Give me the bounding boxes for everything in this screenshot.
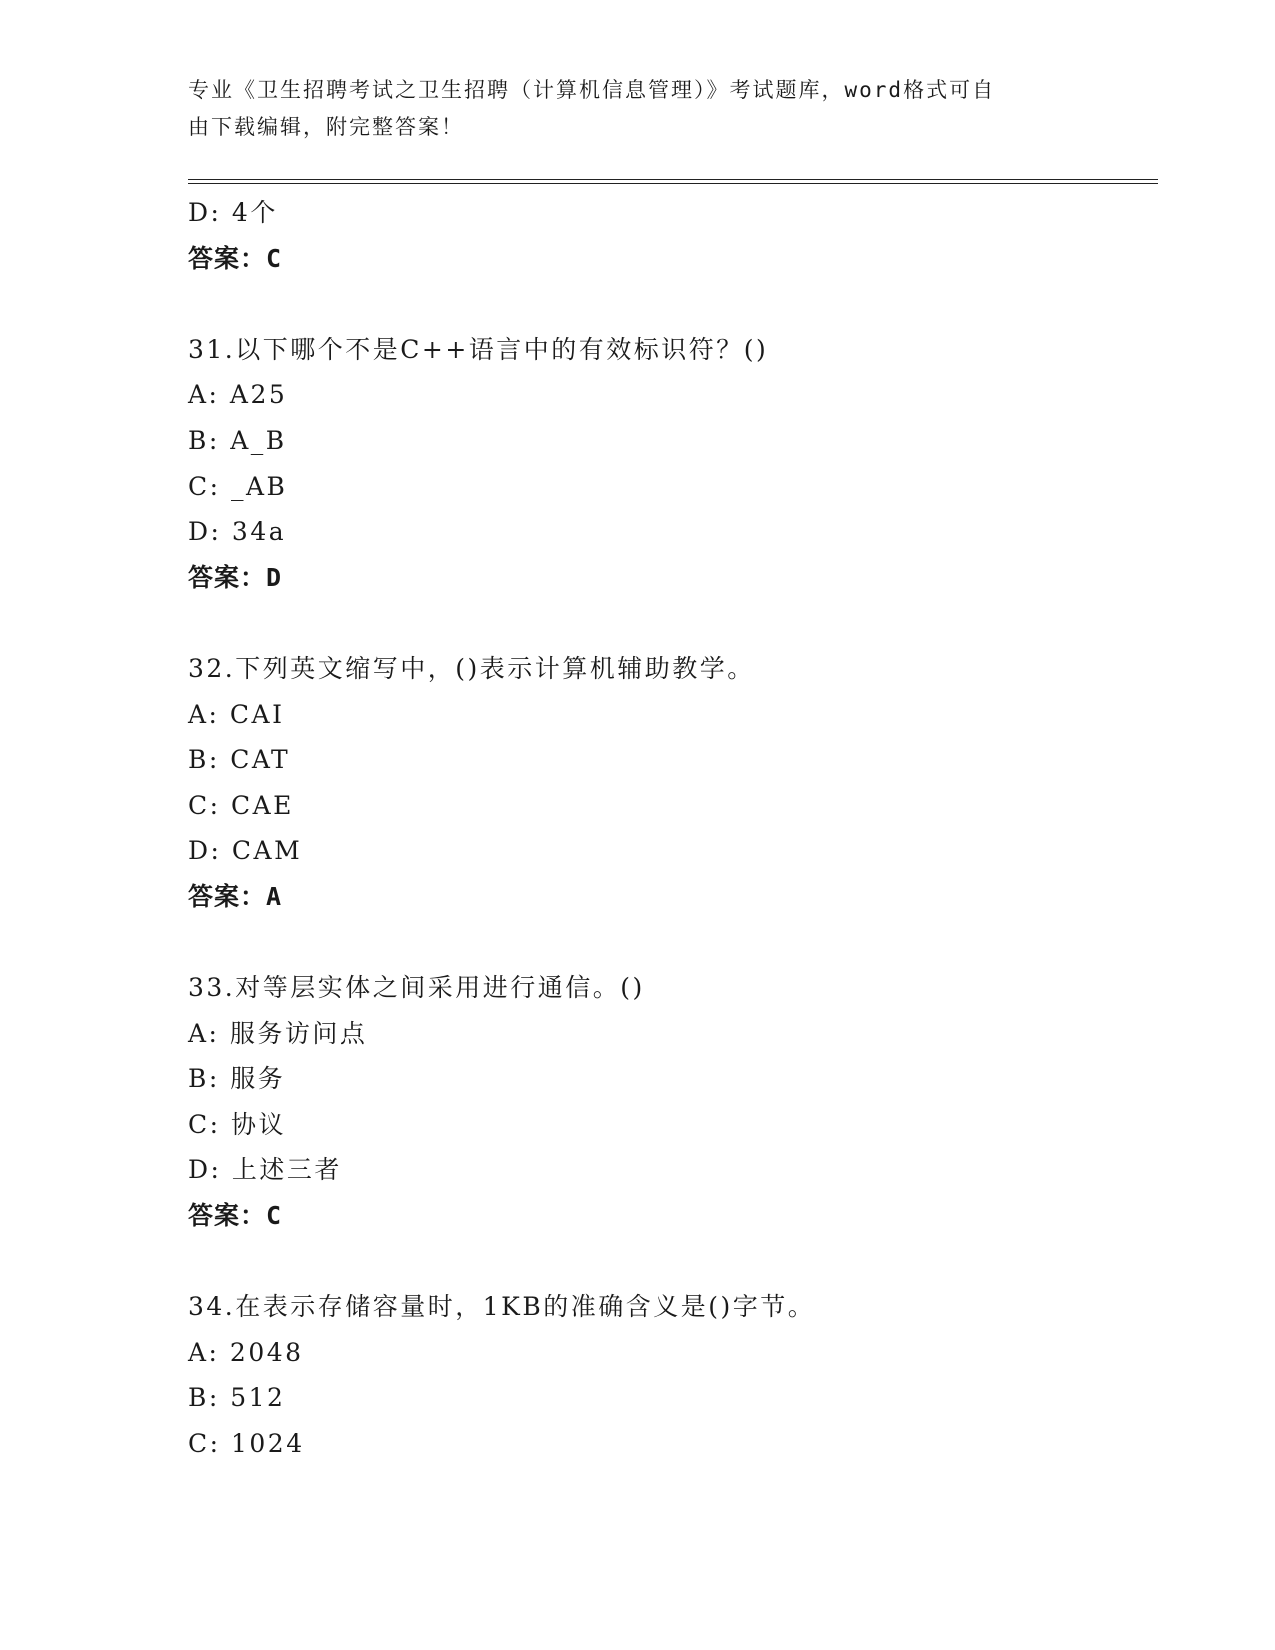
option-c: C: _AB bbox=[188, 471, 288, 501]
document-header bbox=[188, 72, 1068, 146]
question-31 bbox=[188, 327, 1158, 601]
option-c: C: 1024 bbox=[188, 1429, 305, 1459]
question-text: 31.以下哪个不是C++语言中的有效标识符？() bbox=[188, 334, 769, 364]
option-b: B: 服务 bbox=[188, 1064, 286, 1094]
spacer bbox=[188, 920, 1158, 966]
spacer bbox=[188, 281, 1158, 327]
header-divider bbox=[188, 179, 1158, 184]
answer-line: 答案：C bbox=[188, 243, 283, 273]
option-a: A: 2048 bbox=[188, 1337, 304, 1367]
option-c: C: CAE bbox=[188, 790, 294, 820]
answer-line: 答案：D bbox=[188, 562, 283, 592]
option-b: B: 512 bbox=[188, 1383, 286, 1413]
question-text: 32.下列英文缩写中，()表示计算机辅助教学。 bbox=[188, 653, 755, 683]
spacer bbox=[188, 600, 1158, 646]
answer-line: 答案：C bbox=[188, 1201, 283, 1231]
question-34 bbox=[188, 1284, 1158, 1466]
question-continued bbox=[188, 190, 1158, 281]
answer-line: 答案：A bbox=[188, 881, 283, 911]
option-b: B: A_B bbox=[188, 425, 287, 455]
option-d: D: CAM bbox=[188, 836, 303, 866]
option-a: A: A25 bbox=[188, 380, 288, 410]
question-text: 34.在表示存储容量时，1KB的准确含义是()字节。 bbox=[188, 1292, 816, 1322]
question-32 bbox=[188, 646, 1158, 920]
header-line-2: 由下载编辑，附完整答案！ bbox=[188, 115, 464, 139]
option-a: A: 服务访问点 bbox=[188, 1018, 368, 1048]
option-c: C: 协议 bbox=[188, 1109, 286, 1139]
question-text: 33.对等层实体之间采用进行通信。() bbox=[188, 973, 645, 1003]
option-d: D: 上述三者 bbox=[188, 1155, 342, 1185]
question-list bbox=[188, 190, 1158, 1467]
header-line-1: 专业《卫生招聘考试之卫生招聘（计算机信息管理）》考试题库，word格式可自 bbox=[188, 78, 996, 102]
option-d: D: 4个 bbox=[188, 198, 278, 227]
option-b: B: CAT bbox=[188, 745, 291, 775]
option-a: A: CAI bbox=[188, 699, 285, 729]
option-d: D: 34a bbox=[188, 517, 287, 547]
question-33 bbox=[188, 965, 1158, 1239]
spacer bbox=[188, 1239, 1158, 1285]
